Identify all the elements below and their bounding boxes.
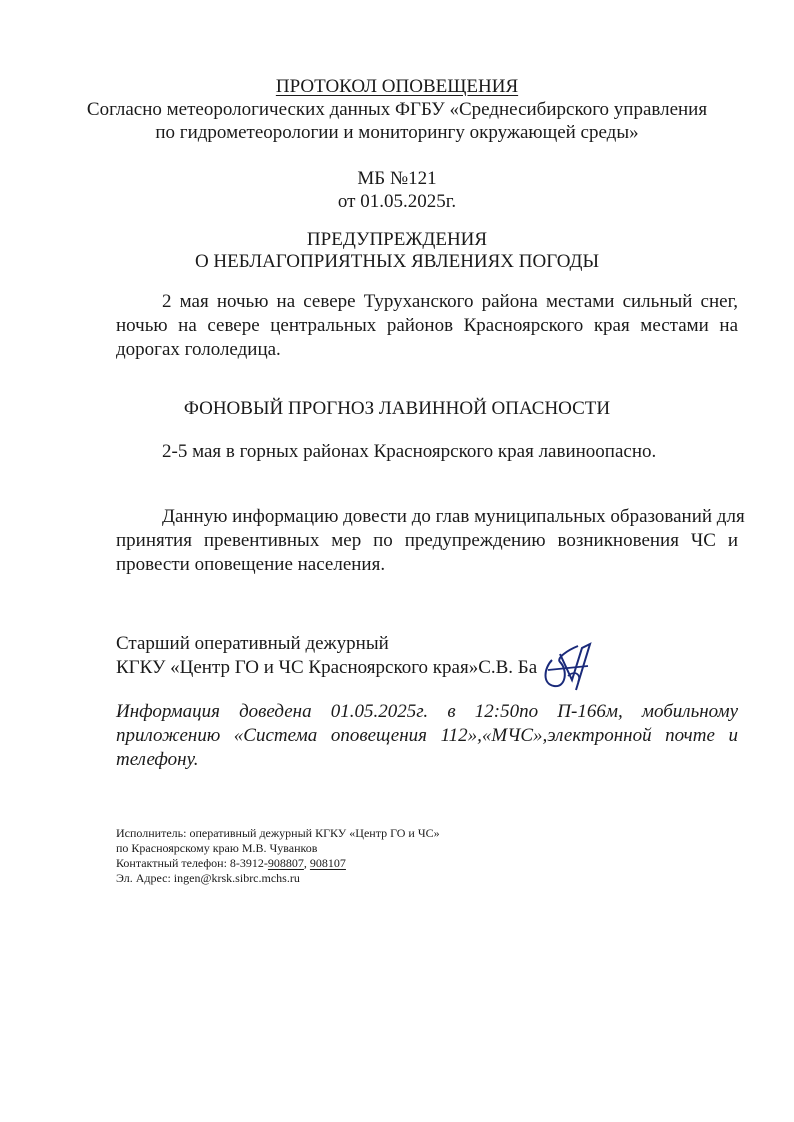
document-title: ПРОТОКОЛ ОПОВЕЩЕНИЯ: [275, 76, 519, 97]
instruction-text: [116, 505, 745, 577]
delivery-line-2: приложению «Система оповещения 112»,«МЧС»,электронной почте и: [116, 725, 738, 746]
source-line-2: по гидрометеорологии и мониторингу окружающей среды»: [155, 122, 639, 143]
footer-line-2: по Красноярскому краю М.В. Чуванков: [116, 841, 318, 855]
signature-position-2: КГКУ «Центр ГО и ЧС Красноярского края»С.В. Ба: [116, 657, 538, 678]
avalanche-text-line: 2-5 мая в горных районах Красноярского края лавиноопасно.: [162, 441, 657, 462]
source-line-1: Согласно метеорологических данных ФГБУ «Среднесибирского управления: [86, 99, 708, 120]
footer-executor: [116, 826, 440, 886]
footer-phone-2: 908107: [309, 856, 346, 870]
footer-line-1: Исполнитель: оперативный дежурный КГКУ «Центр ГО и ЧС»: [116, 826, 440, 840]
delivery-line-3: телефону.: [116, 749, 199, 770]
instruction-line-1: Данную информацию довести до глав муниципальных образований для: [162, 506, 745, 527]
footer-phone-prefix: Контактный телефон: 8-3912-: [116, 856, 268, 870]
warning-heading-2: О НЕБЛАГОПРИЯТНЫХ ЯВЛЕНИЯХ ПОГОДЫ: [194, 251, 600, 272]
warning-text-line-1: 2 мая ночью на севере Туруханского района местами сильный снег,: [162, 291, 738, 312]
instruction-line-3: провести оповещение населения.: [116, 554, 386, 575]
handwritten-signature: [538, 640, 598, 698]
footer-phone: [116, 856, 440, 871]
footer-phone-sep: ,: [303, 856, 310, 870]
warning-heading-1: ПРЕДУПРЕЖДЕНИЯ: [306, 229, 488, 250]
instruction-line-2: принятия превентивных мер по предупреждению возникновения ЧС и: [116, 530, 738, 551]
document-date: от 01.05.2025г.: [337, 191, 457, 212]
warning-text-line-3: дорогах гололедица.: [116, 339, 281, 360]
footer-phone-1: 908807: [267, 856, 304, 870]
document-number: МБ №121: [357, 168, 437, 189]
warning-text: [116, 290, 738, 362]
delivery-line-1: Информация доведена 01.05.2025г. в 12:50по П-166м, мобильному: [116, 701, 738, 722]
footer-email: Эл. Адрес: ingen@krsk.sibrc.mchs.ru: [116, 871, 300, 885]
signature-position-1: Старший оперативный дежурный: [116, 633, 389, 654]
signature-block: [116, 632, 738, 680]
avalanche-heading: ФОНОВЫЙ ПРОГНОЗ ЛАВИННОЙ ОПАСНОСТИ: [183, 398, 611, 419]
delivery-info: [116, 700, 738, 772]
avalanche-text: [116, 440, 738, 464]
warning-text-line-2: ночью на севере центральных районов Красноярского края местами на: [116, 315, 738, 336]
